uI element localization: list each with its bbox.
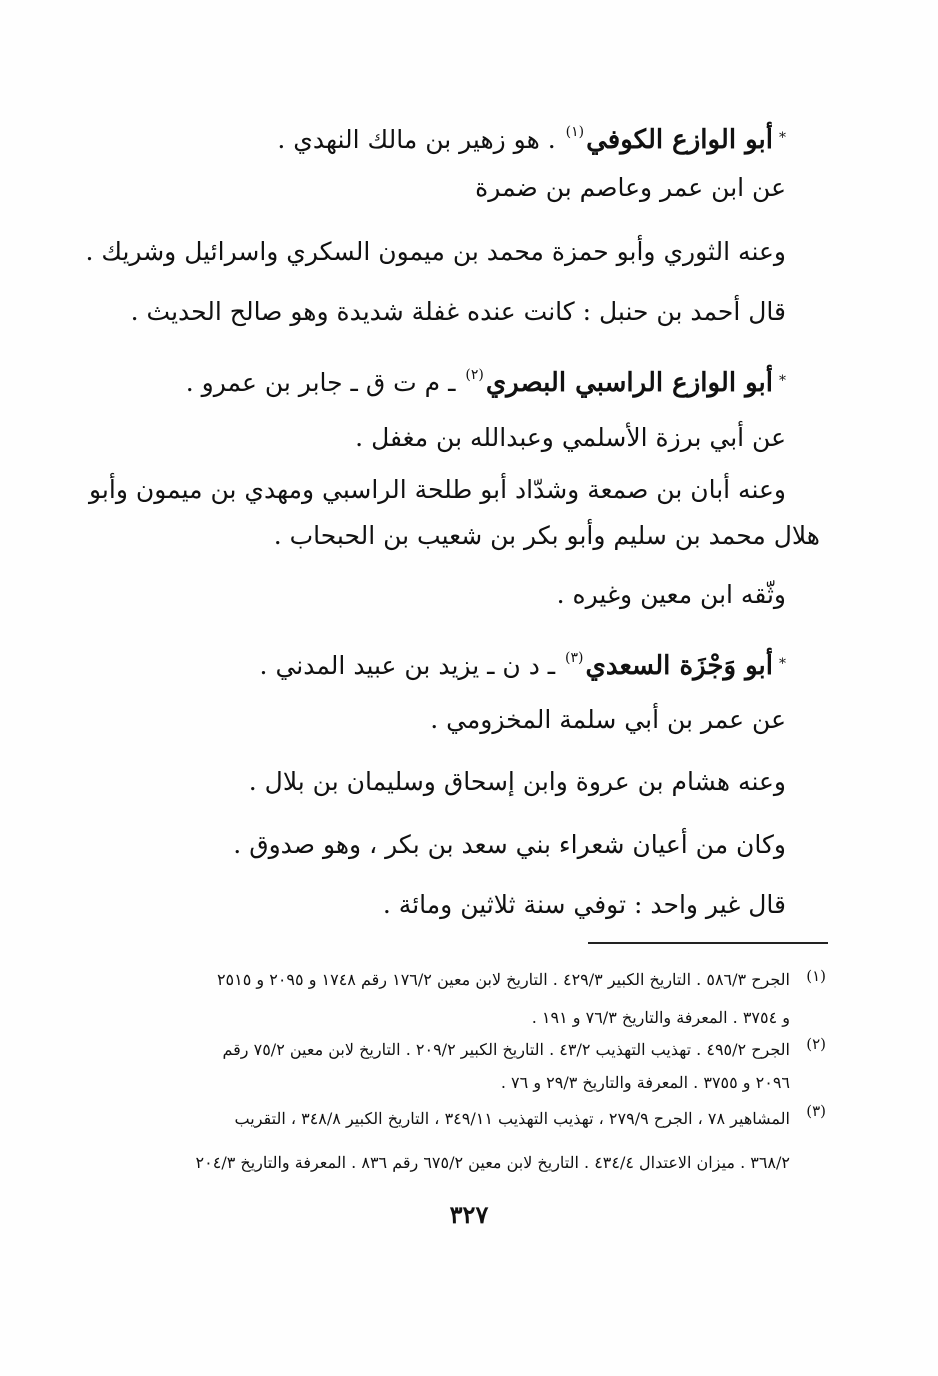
entry-name: أبو وَجْزَة السعدي [585, 651, 773, 681]
entry-marker: * [779, 130, 786, 146]
entry-description: . هو زهير بن مالك النهدي . [277, 125, 556, 154]
footnote-ref: (١) [565, 124, 585, 140]
entry-description: ـ د ن ـ يزيد بن عبيد المدني . [259, 651, 556, 680]
entry-heading-1 [277, 112, 786, 160]
footnote-number: (٢) [806, 1035, 826, 1053]
text-line: وعنه أبان بن صمعة وشدّاد أبو طلحة الراسبي ومهدي بن ميمون وأبو [89, 475, 786, 504]
text-line: قال أحمد بن حنبل : كانت عنده غفلة شديدة وهو صالح الحديث . [130, 297, 786, 326]
entry-heading-3 [260, 638, 786, 686]
footnote-line: و ٣٧٥٤ . المعرفة والتاريخ ٧٦/٣ و ١٩١ . [531, 1008, 790, 1027]
text-line: وكان من أعيان شعراء بني سعد بن بكر ، وهو صدوق . [233, 830, 786, 859]
text-line: هلال محمد بن سليم وأبو بكر بن شعيب بن الحبحاب . [273, 521, 820, 550]
footnote-separator [588, 942, 828, 944]
entry-name: أبو الوازع الكوفي [586, 125, 773, 155]
footnote-ref: (٢) [465, 367, 484, 383]
text-line: قال غير واحد : توفي سنة ثلاثين ومائة . [382, 890, 786, 919]
footnote-line: ٢٠٩٦ و ٣٧٥٥ . المعرفة والتاريخ ٢٩/٣ و ٧٦ . [500, 1073, 790, 1092]
footnote-line: الجرح ٤٩٥/٢ . تهذيب التهذيب ٤٣/٢ . التاريخ الكبير ٢٠٩/٢ . التاريخ لابن معين ٧٥/٢ رقم [222, 1040, 790, 1059]
text-line: وثّقه ابن معين وغيره . [556, 580, 786, 609]
text-line: عن عمر بن أبي سلمة المخزومي . [430, 705, 786, 734]
footnote-ref: (٣) [565, 650, 584, 666]
footnote-line: المشاهير ٧٨ ، الجرح ٢٧٩/٩ ، تهذيب التهذيب ٣٤٩/١١ ، التاريخ الكبير ٣٤٨/٨ ، التقريب [234, 1109, 790, 1128]
footnote-number: (٣) [806, 1102, 826, 1120]
entry-marker: * [779, 656, 786, 672]
entry-description: ـ م ت ق ـ جابر بن عمرو . [185, 368, 456, 397]
page-number: ٣٢٧ [449, 1200, 489, 1229]
entry-heading-2 [186, 355, 786, 403]
text-line: عن ابن عمر وعاصم بن ضمرة [475, 173, 786, 202]
text-line: وعنه الثوري وأبو حمزة محمد بن ميمون السكري واسرائيل وشريك . [85, 237, 786, 266]
text-line: عن أبي برزة الأسلمي وعبدالله بن مغفل . [355, 423, 786, 452]
footnote-line: ٣٦٨/٢ . ميزان الاعتدال ٤٣٤/٤ . التاريخ لابن معين ٦٧٥/٢ رقم ٨٣٦ . المعرفة والتاريخ ٢٠٤/٣ [195, 1153, 790, 1172]
text-line: وعنه هشام بن عروة وابن إسحاق وسليمان بن بلال . [248, 767, 786, 796]
footnote-line: الجرح ٥٨٦/٣ . التاريخ الكبير ٤٢٩/٣ . التاريخ لابن معين ١٧٦/٢ رقم ١٧٤٨ و ٢٠٩٥ و ٢٥١٥ [216, 970, 790, 989]
entry-marker: * [779, 373, 786, 389]
entry-name: أبو الوازع الراسبي البصري [485, 368, 773, 398]
footnote-number: (١) [806, 967, 826, 985]
